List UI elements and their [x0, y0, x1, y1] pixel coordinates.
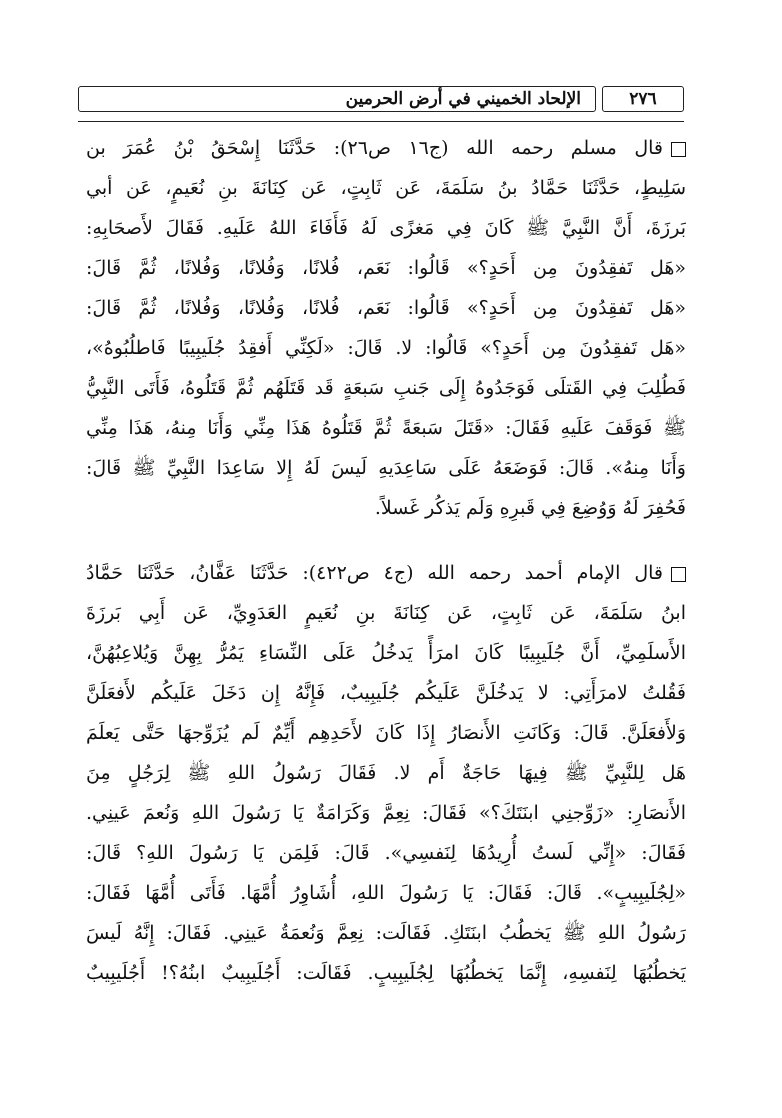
text-line: فَحُفِرَ لَهُ وَوُضِعَ فِي قَبرِهِ وَلَم يَذكُر غَسلاً. — [374, 497, 686, 519]
page-number: ٢٧٦ — [629, 89, 657, 109]
text-line: ﷺ فَوَقَفَ عَلَيهِ فَقَالَ: «قَتَلَ سَبعَةً ثُمَّ قَتَلُوهُ هَذَا مِنِّي وَأَنَا مِنهُ، هَذَا مِنِّي — [86, 417, 686, 439]
paragraph-muslim — [86, 128, 686, 528]
paragraph-ahmad — [86, 553, 686, 993]
text-line: فَقُلتُ لامرَأَتِي: لا يَدخُلَنَّ عَلَيكُم جُلَيبِيبٌ، فَإِنَّهُ إِن دَخَلَ عَلَيكُم لأَفعَلَنَّ — [86, 682, 686, 704]
page-number-box — [602, 86, 684, 112]
text-line: رَسُولُ اللهِ ﷺ يَخطُبُ ابنَتَكِ. فَقَالَت: نِعِمَّ وَنُعمَةُ عَينِي. فَقَالَ: إِنَّهُ لَيسَ — [86, 922, 686, 944]
text-line: «هَل تَفقِدُونَ مِن أَحَدٍ؟» قَالُوا: نَعَم، فُلانًا، وَفُلانًا، وَفُلانًا، ثُمَّ قَالَ: — [86, 257, 686, 279]
text-line: قال الإمام أحمد رحمه الله (ج٤ ص٤٢٢): حَدَّثَنَا عَفَّانُ، حَدَّثَنَا حَمَّادُ — [86, 553, 686, 593]
text-line: «هَل تَفقِدُونَ مِن أَحَدٍ؟» قَالُوا: نَعَم، فُلانًا، وَفُلانًا، وَفُلانًا، ثُمَّ قَالَ: — [86, 297, 686, 319]
text-line: «لِجُلَيبِيبٍ». قَالَ: فَقَالَ: يَا رَسُولَ اللهِ، أُشَاوِرُ أُمَّهَا. فَأَتَى أُمَّهَا فَقَالَ: — [86, 882, 686, 904]
text-line: الأَنصَارِ: «زَوِّجنِي ابنَتَكَ؟» فَقَالَ: نِعِمَّ وَكَرَامَةٌ يَا رَسُولَ اللهِ وَنُعمَ عَينِي. — [86, 802, 686, 824]
running-title: الإلحاد الخميني في أرض الحرمين — [345, 89, 581, 109]
text-line: سَلِيطٍ، حَدَّثَنَا حَمَّادُ بنُ سَلَمَةَ، عَن ثَابِتٍ، عَن كِنَانَةَ بنِ نُعَيمٍ، عَن أبي — [86, 177, 686, 199]
text-line: فَقَالَ: «إِنِّي لَستُ أُرِيدُهَا لِنَفسِي». قَالَ: فَلِمَن يَا رَسُولَ اللهِ؟ قَالَ: — [86, 842, 686, 864]
header-rule — [78, 121, 684, 122]
text-line: الأَسلَمِيِّ، أَنَّ جُلَيبِيبًا كَانَ امرَأً يَدخُلُ عَلَى النِّسَاءِ يَمُرُّ بِهِنَّ وَيُلاعِبُهُنَّ، — [86, 642, 686, 664]
text-line: ابنُ سَلَمَةَ، عَن ثَابِتٍ، عَن كِنَانَةَ بنِ نُعَيمٍ العَدَوِيِّ، عَن أَبِي بَرزَةَ — [86, 602, 686, 624]
square-bullet-icon — [671, 567, 686, 582]
text-line: يَخطُبُهَا لِنَفسِهِ، إِنَّمَا يَخطُبُهَا لِجُلَيبِيبٍ. فَقَالَت: أَجُلَيبِيبٌ ابنُهُ؟! أَجُلَيبِيبٌ — [86, 962, 686, 984]
square-bullet-icon — [671, 142, 686, 157]
text-line: بَرزَةَ، أَنَّ النَّبِيَّ ﷺ كَانَ فِي مَغزًى لَهُ فَأَفَاءَ اللهُ عَلَيهِ. فَقَالَ لأَصحَابِهِ: — [86, 217, 686, 239]
page-header — [78, 86, 684, 116]
running-title-box — [78, 86, 596, 112]
text-line: قال مسلم رحمه الله (ج١٦ ص٢٦): حَدَّثَنَا إِسْحَقُ بْنُ عُمَرَ بن — [86, 128, 686, 168]
text-line: وَلأَفعَلَنَّ. قَالَ: وَكَانَتِ الأَنصَارُ إِذَا كَانَ لأَحَدِهِم أَيِّمٌ لَم يُزَوِّجهَا حَتَّى يَعلَمَ — [86, 722, 686, 744]
text-line: «هَل تَفقِدُونَ مِن أَحَدٍ؟» قَالُوا: لا. قَالَ: «لَكِنِّي أَفقِدُ جُلَيبِيبًا فَاطلُبُوهُ»، — [86, 337, 686, 359]
text-line: هَل لِلنَّبِيِّ ﷺ فِيهَا حَاجَةٌ أَم لا. فَقَالَ رَسُولُ اللهِ ﷺ لِرَجُلٍ مِنَ — [86, 762, 686, 784]
text-line: وَأَنَا مِنهُ». قَالَ: فَوَضَعَهُ عَلَى سَاعِدَيهِ لَيسَ لَهُ إِلا سَاعِدَا النَّبِيِّ ﷺ قَالَ: — [86, 457, 686, 479]
text-line: فَطُلِبَ فِي القَتلَى فَوَجَدُوهُ إِلَى جَنبِ سَبعَةٍ قَد قَتَلَهُم ثُمَّ قَتَلُوهُ، فَأَتَى النَّبِيُّ — [86, 377, 686, 399]
